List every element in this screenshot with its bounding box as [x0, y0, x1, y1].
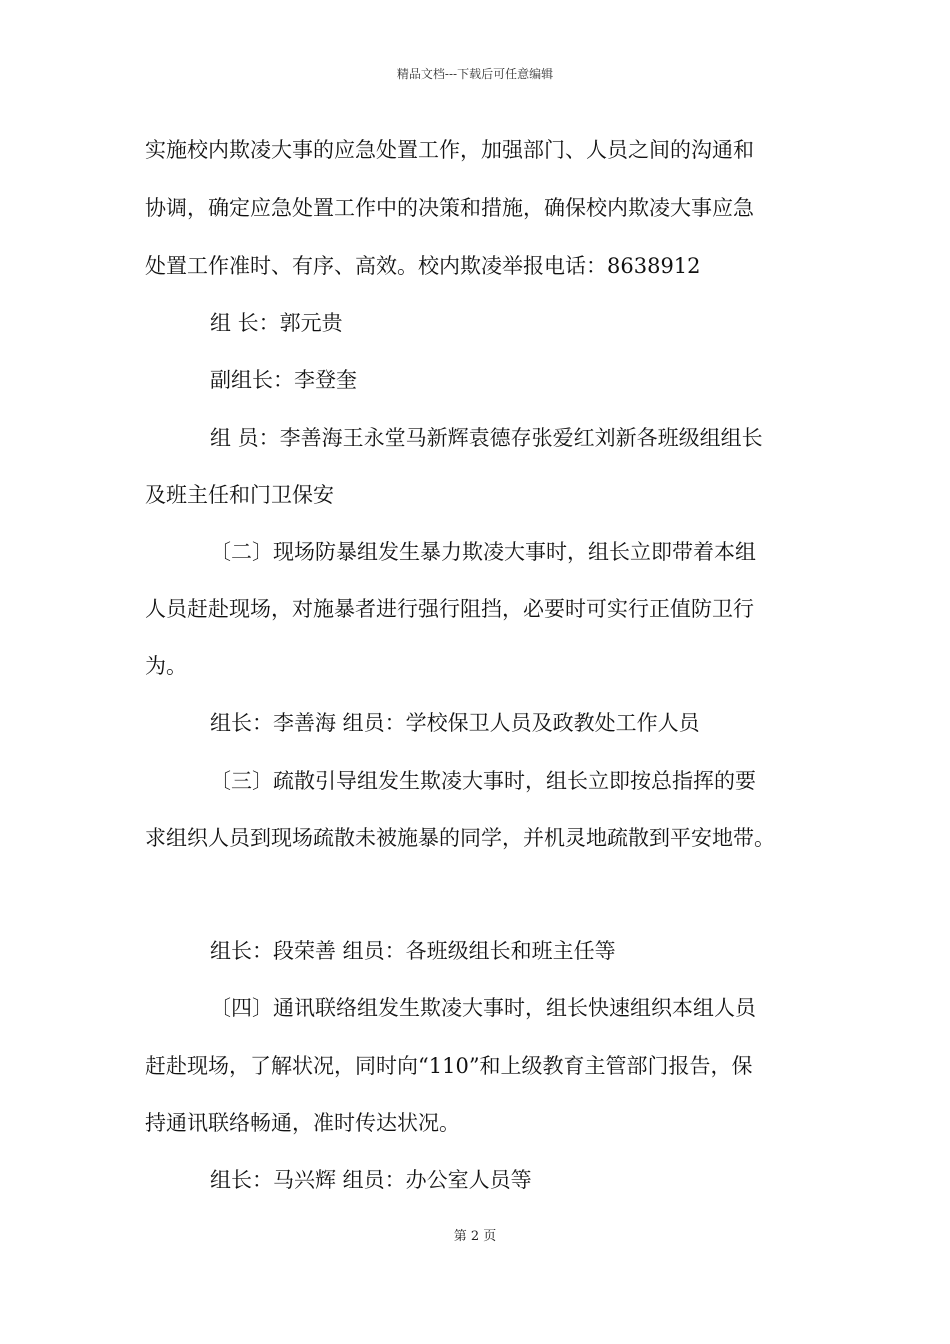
- group-assignment-line: 组长：李善海 组员：学校保卫人员及政教处工作人员: [210, 711, 700, 735]
- page-header: 精品文档---下载后可任意编辑: [396, 67, 554, 81]
- body-line: 实施校内欺凌大事的应急处置工作，加强部门、人员之间的沟通和: [145, 138, 754, 162]
- body-line: 为。: [145, 654, 187, 678]
- body-line: 人员赶赴现场，对施暴者进行强行阻挡，必要时可实行正值防卫行: [145, 597, 754, 621]
- section-heading-line: 〔二〕现场防暴组发生暴力欺凌大事时，组长立即带着本组: [210, 540, 756, 564]
- body-line: 持通讯联络畅通，准时传达状况。: [145, 1111, 460, 1135]
- body-line: 求组织人员到现场疏散未被施暴的同学，并机灵地疏散到平安地带。: [145, 826, 775, 850]
- body-line: 处置工作准时、有序、高效。校内欺凌举报电话：8638912: [145, 254, 701, 278]
- body-line: 及班主任和门卫保安: [145, 483, 334, 507]
- group-leader-line: 组 长：郭元贵: [210, 311, 343, 335]
- group-members-line: 组 员：李善海王永堂马新辉袁德存张爱红刘新各班级组组长: [210, 426, 763, 450]
- page-number: 第 2 页: [453, 1229, 497, 1244]
- body-line: 协调，确定应急处置工作中的决策和措施，确保校内欺凌大事应急: [145, 196, 754, 220]
- deputy-leader-line: 副组长：李登奎: [210, 368, 357, 392]
- section-heading-line: 〔四〕通讯联络组发生欺凌大事时，组长快速组织本组人员: [210, 996, 756, 1020]
- group-assignment-line: 组长：段荣善 组员：各班级组长和班主任等: [210, 939, 616, 963]
- group-assignment-line: 组长：马兴辉 组员：办公室人员等: [210, 1168, 532, 1192]
- body-line: 赶赴现场，了解状况，同时向“110”和上级教育主管部门报告，保: [145, 1054, 753, 1078]
- section-heading-line: 〔三〕疏散引导组发生欺凌大事时，组长立即按总指挥的要: [210, 769, 756, 793]
